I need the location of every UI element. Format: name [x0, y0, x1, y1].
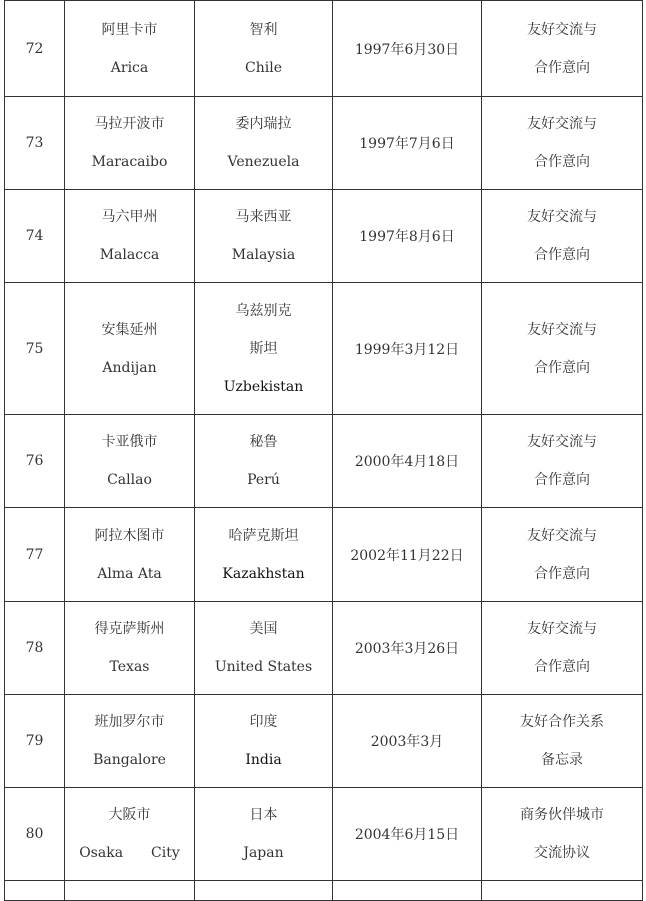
country-cell [195, 881, 333, 901]
agreement-type-cell: 友好交流与 合作意向 [482, 190, 643, 283]
row-number: 73 [5, 97, 65, 190]
country-cell: 委内瑞拉 Venezuela [195, 97, 333, 190]
city-cell [65, 881, 195, 901]
date-cell: 1997年8月6日 [333, 190, 482, 283]
sister-cities-table [4, 0, 643, 901]
country-cell: 乌兹别克 斯坦 Uzbekistan [195, 283, 333, 415]
city-cell: 安集延州 Andijan [65, 283, 195, 415]
date-cell: 1997年7月6日 [333, 97, 482, 190]
country-cell: 秘鲁 Perú [195, 415, 333, 508]
city-cell: 大阪市 Osaka City [65, 788, 195, 881]
agreement-type-cell: 友好交流与 合作意向 [482, 283, 643, 415]
table-row [5, 283, 643, 415]
row-number: 72 [5, 1, 65, 97]
agreement-type-cell: 友好交流与 合作意向 [482, 602, 643, 695]
city-cell: 阿拉木图市 Alma Ata [65, 508, 195, 602]
row-number: 77 [5, 508, 65, 602]
table-row [5, 190, 643, 283]
date-cell: 2003年3月 [333, 695, 482, 788]
agreement-type-cell: 友好合作关系 备忘录 [482, 695, 643, 788]
date-cell: 2004年6月15日 [333, 788, 482, 881]
country-cell: 马来西亚 Malaysia [195, 190, 333, 283]
country-cell: 美国 United States [195, 602, 333, 695]
row-number: 76 [5, 415, 65, 508]
table-row-partial [5, 881, 643, 901]
date-cell: 2003年3月26日 [333, 602, 482, 695]
agreement-type-cell: 商务伙伴城市 交流协议 [482, 788, 643, 881]
city-cell: 得克萨斯州 Texas [65, 602, 195, 695]
country-cell: 哈萨克斯坦 Kazakhstan [195, 508, 333, 602]
agreement-type-cell: 友好交流与 合作意向 [482, 508, 643, 602]
country-cell: 印度 India [195, 695, 333, 788]
date-cell: 2000年4月18日 [333, 415, 482, 508]
row-number: 74 [5, 190, 65, 283]
table-row [5, 415, 643, 508]
city-cell: 卡亚俄市 Callao [65, 415, 195, 508]
row-number: 80 [5, 788, 65, 881]
table-row [5, 97, 643, 190]
date-cell: 1997年6月30日 [333, 1, 482, 97]
date-cell: 2002年11月22日 [333, 508, 482, 602]
agreement-type-cell: 友好交流与 合作意向 [482, 97, 643, 190]
country-cell: 智利 Chile [195, 1, 333, 97]
agreement-type-cell [482, 881, 643, 901]
row-number: 79 [5, 695, 65, 788]
country-cell: 日本 Japan [195, 788, 333, 881]
date-cell [333, 881, 482, 901]
table-row [5, 508, 643, 602]
agreement-type-cell: 友好交流与 合作意向 [482, 1, 643, 97]
city-cell: 班加罗尔市 Bangalore [65, 695, 195, 788]
row-number [5, 881, 65, 901]
agreement-type-cell: 友好交流与 合作意向 [482, 415, 643, 508]
row-number: 75 [5, 283, 65, 415]
city-cell: 马拉开波市 Maracaibo [65, 97, 195, 190]
city-cell: 马六甲州 Malacca [65, 190, 195, 283]
row-number: 78 [5, 602, 65, 695]
table-row [5, 695, 643, 788]
table-row [5, 788, 643, 881]
table-row [5, 1, 643, 97]
date-cell: 1999年3月12日 [333, 283, 482, 415]
city-cell: 阿里卡市 Arica [65, 1, 195, 97]
table-row [5, 602, 643, 695]
